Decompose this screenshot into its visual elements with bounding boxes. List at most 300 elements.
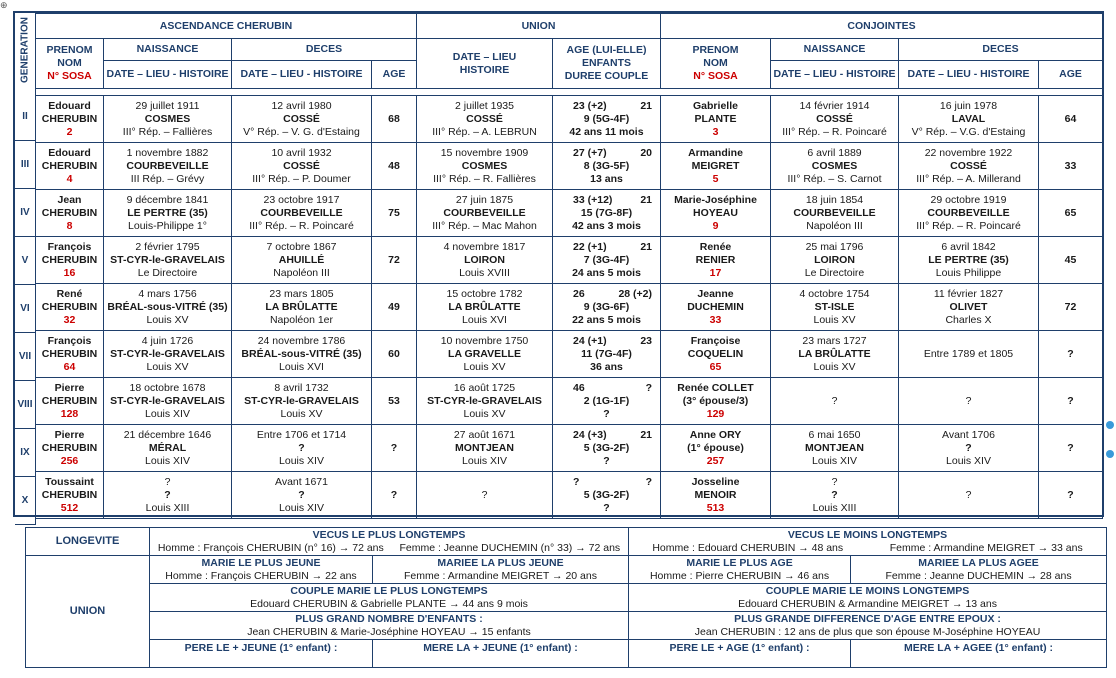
spouse-death-history: V° Rép. – V.G. d'Estaing (911, 125, 1026, 138)
spouse-birth-history: III° Rép. – R. Poincaré (782, 125, 887, 138)
death-place: ? (298, 441, 305, 454)
spouse-death-place: COSSÉ (950, 159, 987, 172)
couple-moins-longtemps (629, 584, 1107, 612)
union-history: Louis XV (463, 407, 506, 420)
death-cell (232, 190, 372, 237)
spouse-death-cell (899, 143, 1039, 190)
mariee-plus-agee (851, 556, 1107, 584)
marie-plus-age-title: MARIE LE PLUS AGE (686, 556, 793, 569)
birth-place: ST-CYR-le-GRAVELAIS (110, 394, 225, 407)
couple-plus-longtemps-title: COUPLE MARIE LE PLUS LONGTEMPS (290, 584, 488, 597)
age-at-death: 48 (388, 159, 400, 172)
header-age: AGE (372, 61, 417, 89)
spouse-cell (661, 472, 771, 519)
person-prenom: Edouard (48, 146, 91, 159)
moins-long-homme: Homme : Edouard CHERUBIN → 48 ans (652, 541, 844, 554)
spouse-sosa: 129 (706, 407, 725, 420)
death-history: III° Rép. – P. Doumer (252, 172, 351, 185)
union-children: 11 (7G-4F) (581, 347, 632, 360)
union-age-husband: ? (573, 475, 580, 488)
age-at-death: 49 (388, 300, 400, 313)
age-cell (372, 331, 417, 378)
death-history: Louis XIV (279, 454, 324, 467)
birth-cell (104, 425, 232, 472)
spouse-death-history: Louis Philippe (935, 266, 1002, 279)
marie-plus-jeune-value: Homme : François CHERUBIN → 22 ans (165, 569, 357, 582)
birth-place: ST-CYR-le-GRAVELAIS (110, 253, 225, 266)
plus-difference-age (629, 612, 1107, 640)
spouse-age-cell (1039, 190, 1103, 237)
person-nom: CHERUBIN (41, 300, 98, 313)
union-history: Louis XIV (462, 454, 507, 467)
death-cell (232, 378, 372, 425)
union-children: 9 (5G-4F) (583, 112, 630, 125)
generation-number: IV (15, 189, 35, 237)
corner-mark: ⊕ (0, 0, 8, 10)
spouse-birth-date: 23 mars 1727 (802, 334, 867, 347)
birth-cell (104, 143, 232, 190)
union-age-cell (553, 96, 661, 143)
vecus-plus-longtemps-title: VECUS LE PLUS LONGTEMPS (312, 528, 466, 541)
union-age-wife: 21 (640, 99, 652, 112)
union-duration: 13 ans (590, 172, 623, 185)
union-age-husband: 23 (+2) (573, 99, 607, 112)
generation-number: IX (15, 429, 35, 477)
union-place: LOIRON (464, 253, 505, 266)
blue-marker-1 (1106, 421, 1114, 429)
union-duration: 42 ans 11 mois (569, 125, 644, 138)
birth-date: 9 décembre 1841 (126, 193, 209, 206)
birth-history: III° Rép. – Fallières (122, 125, 213, 138)
header-conj-prenom-nom (661, 39, 771, 89)
spouse-birth-place: LA BRÛLATTE (798, 347, 871, 360)
spouse-birth-history: III° Rép. – S. Carnot (787, 172, 882, 185)
spouse-sosa: 257 (706, 454, 725, 467)
birth-date: 18 octobre 1678 (129, 381, 206, 394)
death-history: V° Rép. – V. G. d'Estaing (243, 125, 360, 138)
union-cell (417, 237, 553, 284)
union-place: LA GRAVELLE (448, 347, 521, 360)
spouse-death-history: Louis XIV (946, 454, 991, 467)
blue-marker-2 (1106, 450, 1114, 458)
person-nom: CHERUBIN (41, 253, 98, 266)
spouse-prenom: Françoise (690, 334, 741, 347)
union-ages (553, 382, 660, 395)
spouse-birth-history: Napoléon III (806, 219, 863, 232)
death-place: COSSÉ (283, 112, 320, 125)
mariee-plus-agee-title: MARIEE LA PLUS AGEE (918, 556, 1039, 569)
person-cell (36, 190, 104, 237)
birth-cell (104, 190, 232, 237)
spouse-cell (661, 284, 771, 331)
age-cell (372, 284, 417, 331)
spouse-birth-cell (771, 378, 899, 425)
age-at-death: 60 (388, 347, 400, 360)
spouse-death-place: LE PERTRE (35) (928, 253, 1009, 266)
person-cell (36, 378, 104, 425)
birth-history: Le Directoire (137, 266, 198, 279)
generation-number: III (15, 141, 35, 189)
person-sosa: 32 (63, 313, 76, 326)
spouse-birth-cell (771, 237, 899, 284)
spouse-nom: (1° épouse) (687, 441, 744, 454)
union-cell (417, 425, 553, 472)
spouse-age-cell (1039, 425, 1103, 472)
spouse-birth-cell (771, 425, 899, 472)
union-date: 16 août 1725 (453, 381, 516, 394)
spouse-birth-place: ? (831, 488, 838, 501)
death-place: LA BRÛLATTE (265, 300, 338, 313)
spouse-death-cell (899, 237, 1039, 284)
spouse-death-cell (899, 190, 1039, 237)
age-at-death: 72 (388, 253, 400, 266)
union-age-husband: 24 (+3) (573, 428, 607, 441)
spouse-cell (661, 331, 771, 378)
birth-place: COSMES (144, 112, 191, 125)
plus-enfants-value: Jean CHERUBIN & Marie-Joséphine HOYEAU → 15 enfants (247, 625, 531, 638)
person-prenom: François (47, 334, 92, 347)
marie-plus-age (629, 556, 851, 584)
birth-cell (104, 331, 232, 378)
spouse-age-at-death: 72 (1064, 300, 1077, 313)
birth-cell (104, 378, 232, 425)
death-date: Avant 1671 (275, 475, 328, 488)
spouse-age-cell (1039, 284, 1103, 331)
union-place: ST-CYR-le-GRAVELAIS (427, 394, 542, 407)
person-prenom: René (56, 287, 83, 300)
union-date: 4 novembre 1817 (443, 240, 526, 253)
vecus-moins-longtemps-title: VECUS LE MOINS LONGTEMPS (787, 528, 948, 541)
death-history: Napoléon III (273, 266, 330, 279)
birth-history: Louis XIV (145, 407, 190, 420)
birth-cell (104, 237, 232, 284)
union-age-cell (553, 331, 661, 378)
generation-number: VII (15, 333, 35, 381)
person-cell (36, 472, 104, 519)
spouse-sosa: 17 (709, 266, 722, 279)
generation-column (15, 93, 36, 525)
union-duration: 42 ans 3 mois (572, 219, 641, 232)
union-place: COSMES (461, 159, 508, 172)
spouse-prenom: Renée (699, 240, 732, 253)
generation-row (36, 284, 1103, 331)
spouse-birth-place: ST-ISLE (814, 300, 855, 313)
person-cell (36, 143, 104, 190)
union-history: III° Rép. – A. LEBRUN (432, 125, 537, 138)
mariee-plus-jeune-title: MARIEE LA PLUS JEUNE (437, 556, 564, 569)
generation-row (36, 96, 1103, 143)
spouse-birth-place: COSSÉ (816, 112, 853, 125)
header-union-age: AGE (LUI-ELLE) ENFANTS DUREE COUPLE (553, 39, 661, 89)
spouse-death-date: Avant 1706 (942, 428, 995, 441)
union-age-wife: 21 (640, 193, 652, 206)
union-date: ? (481, 488, 488, 501)
spouse-death-cell (899, 378, 1039, 425)
birth-cell (104, 96, 232, 143)
union-ages (553, 288, 660, 301)
spouse-age-cell (1039, 237, 1103, 284)
spouse-birth-cell (771, 190, 899, 237)
person-sosa: 512 (60, 501, 79, 514)
header-conjointes: CONJOINTES (661, 14, 1103, 39)
spouse-age-at-death: ? (1067, 394, 1074, 407)
death-cell (232, 284, 372, 331)
spouse-birth-history: Louis XV (813, 313, 856, 326)
mere-plus-agee: MERE LA + AGEE (1° enfant) : (851, 640, 1107, 668)
spouse-birth-date: 25 mai 1796 (805, 240, 864, 253)
union-age-husband: 27 (+7) (573, 146, 607, 159)
spouse-age-cell (1039, 472, 1103, 519)
death-date: 23 octobre 1917 (263, 193, 340, 206)
union-children: 15 (7G-8F) (580, 206, 633, 219)
person-sosa: 4 (66, 172, 73, 185)
spouse-birth-history: Louis XIV (812, 454, 857, 467)
union-age-husband: 24 (+1) (573, 334, 607, 347)
spouse-death-cell (899, 425, 1039, 472)
spouse-age-at-death: 45 (1064, 253, 1077, 266)
spouse-age-cell (1039, 378, 1103, 425)
plus-long-femme: Femme : Jeanne DUCHEMIN (n° 33) → 72 ans (399, 541, 621, 554)
age-at-death: 53 (388, 394, 400, 407)
spouse-birth-place: COURBEVEILLE (793, 206, 876, 219)
union-duration: 24 ans 5 mois (572, 266, 641, 279)
spouse-age-at-death: ? (1067, 488, 1074, 501)
generation-number: V (15, 237, 35, 285)
union-ages (553, 147, 660, 160)
union-history: III° Rép. – R. Fallières (433, 172, 536, 185)
death-cell (232, 472, 372, 519)
union-place: COURBEVEILLE (443, 206, 526, 219)
summary-table (25, 527, 1107, 668)
union-age-cell (553, 425, 661, 472)
union-duration: ? (603, 454, 610, 467)
union-age-husband: 33 (+12) (573, 193, 613, 206)
spouse-cell (661, 378, 771, 425)
spouse-nom: (3° épouse/3) (682, 394, 749, 407)
union-cell (417, 378, 553, 425)
marie-plus-jeune-title: MARIE LE PLUS JEUNE (201, 556, 321, 569)
header-conj-sosa: N° SOSA (693, 70, 738, 82)
spouse-sosa: 33 (709, 313, 722, 326)
person-cell (36, 284, 104, 331)
union-age-wife: ? (645, 381, 652, 394)
ancestry-table (35, 13, 1103, 519)
union-age-wife: 20 (640, 146, 652, 159)
mariee-plus-jeune-value: Femme : Armandine MEIGRET → 20 ans (404, 569, 597, 582)
birth-cell (104, 284, 232, 331)
header-deces-sub: DATE – LIEU - HISTOIRE (232, 61, 372, 89)
spouse-nom: HOYEAU (693, 206, 738, 219)
birth-place: ? (164, 488, 171, 501)
spouse-death-date: 16 juin 1978 (939, 99, 998, 112)
union-children: 2 (1G-1F) (583, 394, 630, 407)
vecus-moins-longtemps (629, 528, 1107, 556)
age-cell (372, 237, 417, 284)
union-history: Louis XVIII (459, 266, 510, 279)
header-conj-prenom-nom-text: PRENOM NOM (692, 44, 739, 69)
mere-plus-jeune: MERE LA + JEUNE (1° enfant) : (373, 640, 629, 668)
marie-plus-age-value: Homme : Pierre CHERUBIN → 46 ans (649, 569, 830, 582)
spouse-age-at-death: 65 (1064, 206, 1077, 219)
birth-place: MÉRAL (148, 441, 187, 454)
death-date: Entre 1706 et 1714 (256, 428, 347, 441)
birth-place: ST-CYR-le-GRAVELAIS (110, 347, 225, 360)
header-union-date: DATE – LIEU HISTOIRE (417, 39, 553, 89)
spouse-age-cell (1039, 96, 1103, 143)
spouse-sosa: 3 (712, 125, 719, 138)
spouse-prenom: Josseline (691, 475, 740, 488)
spouse-prenom: Renée COLLET (677, 381, 754, 394)
spouse-birth-place: LOIRON (814, 253, 855, 266)
generation-row (36, 143, 1103, 190)
person-prenom: Edouard (48, 99, 91, 112)
union-children: 5 (3G-2F) (583, 441, 630, 454)
header-conj-deces-sub: DATE – LIEU - HISTOIRE (899, 61, 1039, 89)
spouse-birth-history: Louis XV (813, 360, 856, 373)
spouse-prenom: Anne ORY (689, 428, 742, 441)
spouse-cell (661, 190, 771, 237)
union-history: Louis XVI (462, 313, 507, 326)
age-at-death: ? (390, 488, 398, 501)
marie-plus-jeune (150, 556, 373, 584)
union-age-wife: ? (645, 475, 652, 488)
person-prenom: Pierre (54, 428, 85, 441)
union-duration: 36 ans (590, 360, 623, 373)
union-date: 27 juin 1875 (455, 193, 514, 206)
plus-difference-age-value: Jean CHERUBIN : 12 ans de plus que son épouse M-Joséphine HOYEAU (694, 625, 1041, 638)
union-ages (553, 335, 660, 348)
death-place: ST-CYR-le-GRAVELAIS (244, 394, 359, 407)
union-date: 15 novembre 1909 (440, 146, 529, 159)
spouse-cell (661, 96, 771, 143)
spouse-birth-date: 6 mai 1650 (808, 428, 861, 441)
spouse-death-date: 29 octobre 1919 (930, 193, 1007, 206)
spouse-birth-cell (771, 96, 899, 143)
plus-long-homme: Homme : François CHERUBIN (n° 16) → 72 ans (157, 541, 384, 554)
birth-date: 4 juin 1726 (141, 334, 194, 347)
spouse-death-date: Entre 1789 et 1805 (923, 347, 1014, 360)
union-age-husband: 26 (573, 287, 585, 300)
generation-row (36, 331, 1103, 378)
spouse-cell (661, 425, 771, 472)
spouse-death-cell (899, 96, 1039, 143)
header-conj-naissance-sub: DATE – LIEU - HISTOIRE (771, 61, 899, 89)
spouse-birth-place: MONTJEAN (805, 441, 864, 454)
spouse-birth-cell (771, 143, 899, 190)
union-age-wife: 21 (640, 428, 652, 441)
death-place: COSSÉ (283, 159, 320, 172)
death-date: 12 avril 1980 (271, 99, 332, 112)
header-conj-deces: DECES (899, 39, 1103, 61)
vecus-plus-longtemps (150, 528, 629, 556)
union-age-wife: 21 (640, 240, 652, 253)
death-date: 23 mars 1805 (269, 287, 334, 300)
age-at-death: 75 (388, 206, 400, 219)
spouse-sosa: 9 (712, 219, 719, 232)
spouse-prenom: Armandine (688, 146, 743, 159)
union-duration: ? (603, 407, 610, 420)
death-place: AHUILLÉ (278, 253, 325, 266)
union-place: COSSÉ (466, 112, 503, 125)
spouse-nom: COQUELIN (687, 347, 744, 360)
plus-enfants (150, 612, 629, 640)
person-cell (36, 96, 104, 143)
spouse-death-cell (899, 472, 1039, 519)
birth-place: COURBEVEILLE (126, 159, 209, 172)
union-cell (417, 96, 553, 143)
spouse-nom: PLANTE (694, 112, 737, 125)
spouse-age-at-death: ? (1067, 441, 1074, 454)
union-age-cell (553, 190, 661, 237)
birth-place: LE PERTRE (35) (127, 206, 208, 219)
spouse-birth-date: 14 février 1914 (799, 99, 870, 112)
spouse-birth-date: 6 avril 1889 (807, 146, 862, 159)
generation-row (36, 472, 1103, 519)
spouse-cell (661, 143, 771, 190)
plus-difference-age-title: PLUS GRANDE DIFFERENCE D'AGE ENTRE EPOUX : (734, 612, 1001, 625)
header-conj-naissance: NAISSANCE (771, 39, 899, 61)
person-sosa: 2 (66, 125, 73, 138)
header-separator (36, 89, 1103, 96)
person-prenom: Pierre (54, 381, 85, 394)
pere-plus-age: PERE LE + AGE (1° enfant) : (629, 640, 851, 668)
moins-long-femme: Femme : Armandine MEIGRET → 33 ans (889, 541, 1083, 554)
spouse-death-cell (899, 331, 1039, 378)
union-date: 15 octobre 1782 (446, 287, 523, 300)
person-sosa: 128 (60, 407, 79, 420)
birth-date: ? (164, 475, 171, 488)
birth-history: Louis-Philippe 1° (128, 219, 207, 232)
death-history: Napoléon 1er (269, 313, 334, 326)
mariee-plus-agee-value: Femme : Jeanne DUCHEMIN → 28 ans (885, 569, 1072, 582)
birth-history: Louis XV (146, 313, 189, 326)
spouse-death-history: Charles X (945, 313, 992, 326)
spouse-death-date: ? (965, 394, 972, 407)
union-place: LA BRÛLATTE (448, 300, 521, 313)
birth-history: Louis XIII (145, 501, 190, 514)
spouse-birth-cell (771, 472, 899, 519)
header-naissance-sub: DATE – LIEU - HISTOIRE (104, 61, 232, 89)
header-deces: DECES (232, 39, 417, 61)
generation-number: VI (15, 285, 35, 333)
header-union: UNION (417, 14, 661, 39)
spouse-birth-history: Le Directoire (804, 266, 865, 279)
union-ages (553, 194, 660, 207)
header-prenom-nom (36, 39, 104, 89)
union-label: UNION (26, 556, 150, 668)
union-history: Louis XV (463, 360, 506, 373)
age-cell (372, 143, 417, 190)
header-sosa: N° SOSA (47, 70, 92, 82)
death-date: 24 novembre 1786 (257, 334, 346, 347)
person-nom: CHERUBIN (41, 394, 98, 407)
union-cell (417, 190, 553, 237)
death-place: COURBEVEILLE (260, 206, 343, 219)
death-cell (232, 143, 372, 190)
generation-number: II (15, 93, 35, 141)
spouse-birth-history: Louis XIII (812, 501, 857, 514)
union-ages (553, 100, 660, 113)
spouse-cell (661, 237, 771, 284)
couple-plus-longtemps (150, 584, 629, 612)
spouse-birth-date: 4 octobre 1754 (799, 287, 870, 300)
death-place: BRÉAL-sous-VITRÉ (35) (241, 347, 362, 360)
union-age-cell (553, 472, 661, 519)
union-age-cell (553, 378, 661, 425)
union-age-husband: 46 (573, 381, 585, 394)
birth-cell (104, 472, 232, 519)
person-cell (36, 237, 104, 284)
